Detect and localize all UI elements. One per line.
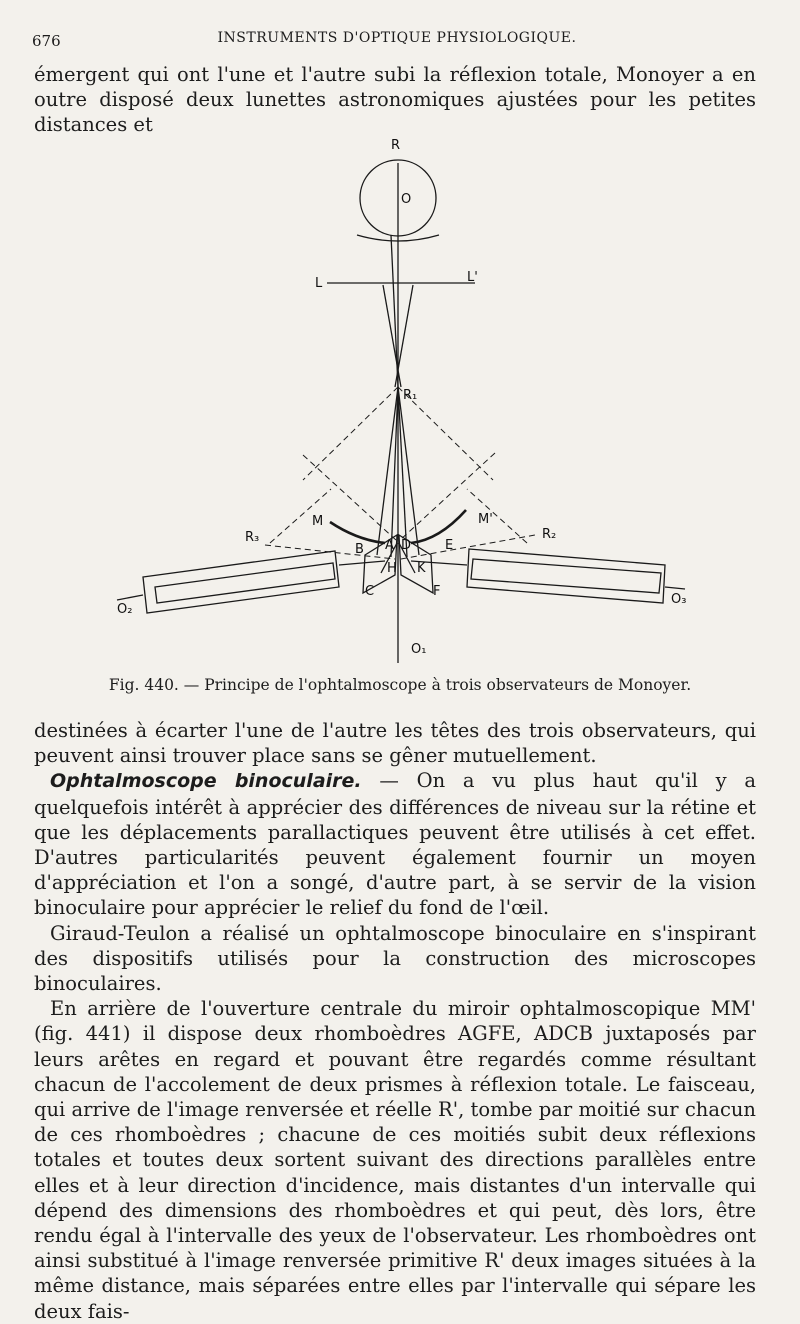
section-title: Ophtalmoscope binoculaire. [50, 770, 362, 793]
label-L-prime: L' [467, 270, 478, 285]
label-O: O [401, 192, 412, 207]
label-C: C [365, 584, 375, 599]
paragraph-1: destinées à écarter l'une de l'autre les têtes des trois observateurs, qui peuvent ainsi trouver place sans se gêner mutuellement. [34, 719, 756, 768]
label-H: H [387, 561, 397, 576]
ray-line [398, 387, 407, 557]
ray-line [391, 235, 398, 387]
paragraph-2-body: — On a vu plus haut qu'il y a quelquefois intérêt à apprécier des différences de niveau sur la rétine et que les déplacements parallactiques peuvent être utilisés à cet effet. D'autres particularités peuvent également fournir un moyen d'appréciation et l'on a songé, d'autre part, à se servir de la vision binoculaire pour apprécier le relief du fond de l'œil. [34, 769, 757, 920]
label-E: E [445, 538, 454, 553]
figure-440 [95, 125, 715, 670]
label-M: M [312, 514, 324, 529]
paragraph-3: Giraud-Teulon a réalisé un ophtalmoscope binoculaire en s'inspirant des dispositifs utilisés pour la construction des microscopes binoculaires. [34, 921, 756, 996]
label-O1: O₁ [411, 642, 427, 657]
running-title: INSTRUMENTS D'OPTIQUE PHYSIOLOGIQUE. [217, 30, 577, 46]
label-L: L [315, 276, 323, 291]
mirror-arc-left [330, 522, 385, 543]
dashed-ray [303, 387, 398, 480]
paragraph-4: En arrière de l'ouverture centrale du miroir ophtalmoscopique MM' (fig. 441) il dispose deux rhomboèdres AGFE, ADCB juxtaposés par leurs arêtes en regard et pouvant être regardés comme résultant chacun de l'accolement de deux prismes à réflexion totale. Le faisceau, qui arrive de l'image renversée et réelle R', tombe par moitié sur chacun de ces rhomboèdres ; chacune de ces moitiés subit deux réflexions totales et toutes deux sortent suivant des directions parallèles entre elles et à leur direction d'incidence, mais distantes d'un intervalle qui dépend des dimensions des rhomboèdres et qui peut, dès lors, être rendu égal à l'intervalle des yeux de l'observateur. Les rhomboèdres ont ainsi substitué à l'image renversée primitive R' deux images situées à la même distance, mais séparées entre elles par l'intervalle qui sépare les deux fais- [34, 997, 756, 1323]
ray-line [117, 595, 143, 600]
paragraph-2 [34, 768, 756, 920]
label-O2: O₂ [117, 602, 133, 617]
label-D: D [401, 538, 412, 553]
ray-line [339, 561, 385, 565]
figure-caption: Fig. 440. — Principe de l'ophtalmoscope à trois observateurs de Monoyer. [108, 676, 692, 694]
ray-line [665, 587, 685, 589]
telescope-right-inner [471, 559, 661, 593]
page-number: 676 [32, 32, 61, 50]
telescope-right [467, 549, 665, 603]
label-F: F [433, 584, 441, 599]
label-O3: O₃ [671, 592, 687, 607]
telescope-left-inner [155, 563, 335, 603]
label-A: A [385, 538, 394, 553]
label-R: R [391, 138, 401, 153]
label-B: B [355, 542, 364, 557]
label-R3: R₃ [245, 530, 260, 545]
top-paragraph: émergent qui ont l'une et l'autre subi la réflexion totale, Monoyer a en outre disposé deux lunettes astronomiques ajustées pour les petites distances et [34, 63, 756, 137]
ray-line [398, 387, 419, 555]
ophthalmoscope-diagram [95, 125, 715, 670]
dashed-ray [401, 535, 535, 559]
label-K: K [417, 561, 426, 576]
label-M-prime: M' [478, 512, 493, 527]
diagram-labels [117, 138, 686, 657]
page-header [32, 30, 762, 54]
label-R2: R₂ [542, 527, 557, 542]
mirror-arc-right [411, 510, 466, 543]
dashed-ray [265, 545, 395, 559]
label-R1: R₁ [403, 388, 418, 403]
body-text-block [34, 718, 756, 1324]
dashed-ray [467, 489, 527, 543]
